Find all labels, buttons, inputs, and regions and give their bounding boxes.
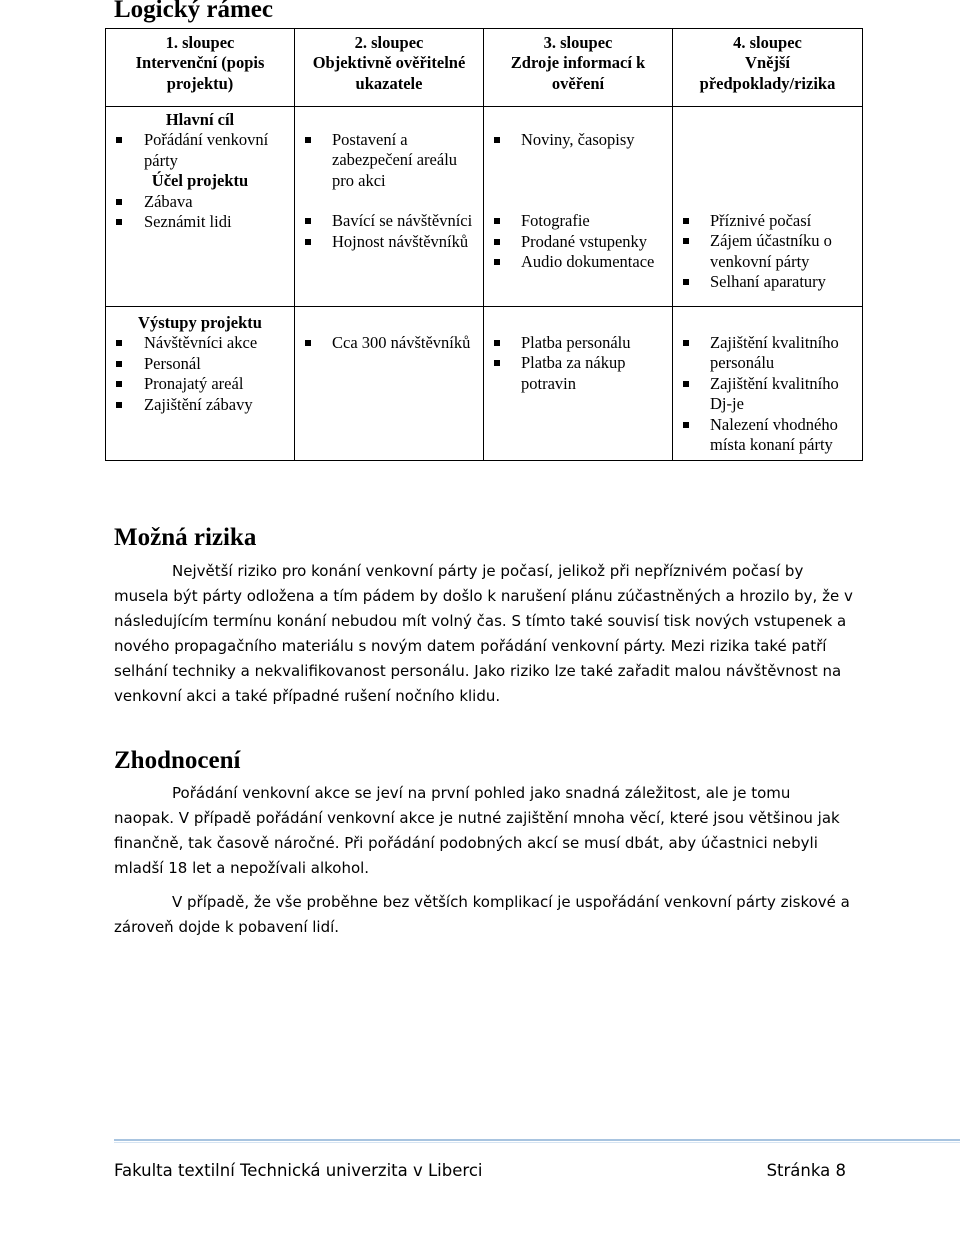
list-item: Zajištění kvalitního Dj-je <box>673 374 862 415</box>
logframe-row-outputs <box>106 307 863 461</box>
list-item: Noviny, časopisy <box>484 130 672 150</box>
logframe-header-row <box>106 29 863 107</box>
risks-heading: Možná rizika <box>114 524 257 551</box>
list-item: Selhaní aparatury <box>673 272 862 292</box>
list-item: Bavící se návštěvníci <box>295 211 483 231</box>
column-header-4: 4. sloupec Vnější předpoklady/rizika <box>673 29 863 107</box>
evaluation-paragraph-1: Pořádání venkovní akce se jeví na první pohled jako snadná záležitost, ale je tomu naopak. V případě pořádání venkovní akce je nutné zajištění mnoha věcí, které jsou většinou jak finančně, tak časově náročné. Při pořádání podobných akcí se musí dbát, aby účastnici nebyli mladší 18 let a nepožívali alkohol. <box>114 784 840 877</box>
list-item: Seznámit lidi <box>106 212 294 232</box>
list-item: Zajištění kvalitního personálu <box>673 333 862 374</box>
list-item: Zajištění zábavy <box>106 395 294 415</box>
list-item: Fotografie <box>484 211 672 231</box>
footer-institution: Fakulta textilní Technická univerzita v Liberci <box>114 1161 483 1180</box>
indicators-list <box>295 130 483 191</box>
list-item: Pořádání venkovní párty <box>106 130 294 171</box>
logframe-table <box>105 28 863 461</box>
indicators-list <box>295 333 483 353</box>
indicators-cell <box>295 107 484 307</box>
intervention-list <box>106 192 294 233</box>
footer-divider <box>114 1139 960 1141</box>
intervention-heading: Výstupy projektu <box>138 313 262 332</box>
intervention-heading: Hlavní cíl <box>165 110 235 129</box>
list-item: Pronajatý areál <box>106 374 294 394</box>
assumptions-cell <box>673 107 863 307</box>
sources-list <box>484 333 672 394</box>
list-item: Hojnost návštěvníků <box>295 232 483 252</box>
list-item: Návštěvníci akce <box>106 333 294 353</box>
column-header-3: 3. sloupec Zdroje informací k ověření <box>484 29 673 107</box>
footer-divider-shadow <box>114 1142 960 1143</box>
list-item: Platba za nákup potravin <box>484 353 672 394</box>
list-item: Příznivé počasí <box>673 211 862 231</box>
footer-page-number: Stránka 8 <box>766 1161 846 1180</box>
list-item: Platba personálu <box>484 333 672 353</box>
intervention-list <box>106 130 294 171</box>
indicators-list <box>295 211 483 252</box>
intervention-list <box>106 333 294 415</box>
list-item: Zábava <box>106 192 294 212</box>
column-header-2: 2. sloupec Objektivně ověřitelné ukazatele <box>295 29 484 107</box>
list-item: Audio dokumentace <box>484 252 672 272</box>
indicators-cell <box>295 307 484 461</box>
column-header-1: 1. sloupec Intervenční (popis projektu) <box>106 29 295 107</box>
intervention-heading: Účel projektu <box>151 171 249 191</box>
document-title: Logický rámec <box>114 0 273 23</box>
list-item: Nalezení vhodného místa konaní párty <box>673 415 862 456</box>
sources-cell <box>484 107 673 307</box>
sources-list <box>484 130 672 150</box>
assumptions-list <box>673 211 862 293</box>
evaluation-paragraph-2: V případě, že vše proběhne bez větších komplikací je uspořádání venkovní párty ziskové a zároveň dojde k pobavení lidí. <box>114 893 850 936</box>
assumptions-list <box>673 333 862 455</box>
list-item: Prodané vstupenky <box>484 232 672 252</box>
list-item: Cca 300 návštěvníků <box>295 333 483 353</box>
evaluation-heading: Zhodnocení <box>114 747 241 774</box>
intervention-cell <box>106 107 295 307</box>
intervention-cell <box>106 307 295 461</box>
list-item: Postavení a zabezpečení areálu pro akci <box>295 130 483 191</box>
list-item: Personál <box>106 354 294 374</box>
assumptions-cell <box>673 307 863 461</box>
list-item: Zájem účastníku o venkovní párty <box>673 231 862 272</box>
sources-cell <box>484 307 673 461</box>
sources-list <box>484 211 672 272</box>
risks-paragraph: Největší riziko pro konání venkovní párty je počasí, jelikož při nepříznivém počasí by musela být párty odložena a tím pádem by došlo k narušení plánu zúčastněných a hrozilo by, že v následujícím termínu konání nebudou mít volný čas. S tímto také souvisí tisk nových vstupenek a nového propagačního materiálu s novým datem pořádání venkovní párty. Mezi rizika také patří selhání techniky a nekvalifikovanost personálu. Jako riziko lze také zařadit malou návštěvnost na venkovní akci a také případné rušení nočního klidu. <box>114 562 853 705</box>
logframe-row-goals <box>106 107 863 307</box>
